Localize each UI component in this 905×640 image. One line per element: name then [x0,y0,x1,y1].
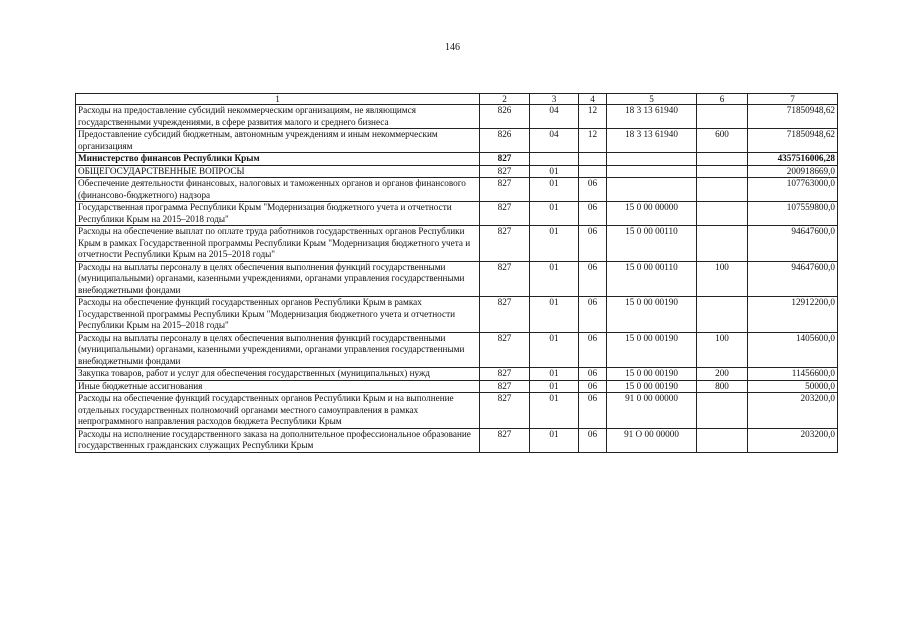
cell-expense-type [697,165,748,178]
cell-subsection: 06 [579,428,607,452]
cell-amount: 94647600,0 [748,226,838,262]
cell-expense-name: Предоставление субсидий бюджетным, автономным учреждениям и иным некоммерческим организациям [76,129,480,153]
cell-section: 01 [530,178,579,202]
column-header: 6 [697,94,748,105]
cell-amount: 107763000,0 [748,178,838,202]
cell-expense-name: ОБЩЕГОСУДАРСТВЕННЫЕ ВОПРОСЫ [76,165,480,178]
cell-expense-name: Иные бюджетные ассигнования [76,380,480,393]
table-row [76,380,838,393]
table-row [76,261,838,297]
cell-subsection: 06 [579,297,607,333]
table-row [76,105,838,129]
cell-amount: 107559800,0 [748,202,838,226]
cell-section: 01 [530,368,579,381]
cell-expense-name: Расходы на обеспечение функций государственных органов Республики Крым и на выполнение отдельных государственных полномочий органами местного самоуправления в рамках непрограммного направления расходов бюджета Республики Крым [76,393,480,429]
cell-expense-type: 600 [697,129,748,153]
cell-expense-type [697,393,748,429]
table-row [76,129,838,153]
table-row [76,297,838,333]
cell-expense-name: Расходы на обеспечение функций государственных органов Республики Крым в рамках Государственной программы Республики Крым "Модернизация бюджетного учета и отчетности Республики Крым на 2015–2018 годы" [76,297,480,333]
cell-ministry-code: 827 [480,153,530,166]
cell-section: 01 [530,332,579,368]
table-row [76,368,838,381]
cell-expense-name: Закупка товаров, работ и услуг для обеспечения государственных (муниципальных) нужд [76,368,480,381]
cell-expense-name: Обеспечение деятельности финансовых, налоговых и таможенных органов и органов финансового (финансово-бюджетного) надзора [76,178,480,202]
cell-amount: 203200,0 [748,428,838,452]
column-header: 4 [579,94,607,105]
cell-amount: 200918669,0 [748,165,838,178]
table-row [76,153,838,166]
cell-target-article [607,153,697,166]
cell-expense-name: Расходы на выплаты персоналу в целях обеспечения выполнения функций государственными (муниципальными) органами, казенными учреждениями, органами управления государственными внебюджетными фондами [76,332,480,368]
cell-amount: 94647600,0 [748,261,838,297]
cell-amount: 71850948,62 [748,105,838,129]
cell-expense-type: 100 [697,261,748,297]
cell-section: 01 [530,202,579,226]
cell-ministry-code: 827 [480,202,530,226]
cell-expense-name: Министерство финансов Республики Крым [76,153,480,166]
cell-ministry-code: 827 [480,165,530,178]
cell-target-article: 15 0 00 00190 [607,380,697,393]
cell-section: 04 [530,105,579,129]
cell-ministry-code: 827 [480,178,530,202]
cell-subsection [579,165,607,178]
cell-amount: 4357516006,28 [748,153,838,166]
cell-expense-name: Расходы на предоставление субсидий некоммерческим организациям, не являющимся государственными учреждениями, в сфере развития малого и среднего бизнеса [76,105,480,129]
column-header: 3 [530,94,579,105]
column-header: 2 [480,94,530,105]
cell-ministry-code: 827 [480,332,530,368]
cell-subsection: 06 [579,393,607,429]
cell-ministry-code: 827 [480,428,530,452]
cell-section: 01 [530,393,579,429]
cell-expense-type [697,202,748,226]
cell-expense-type: 100 [697,332,748,368]
cell-expense-type [697,105,748,129]
cell-expense-name: Расходы на исполнение государственного заказа на дополнительное профессиональное образование государственных гражданских служащих Республики Крым [76,428,480,452]
cell-section: 01 [530,428,579,452]
column-header: 7 [748,94,838,105]
cell-target-article: 15 0 00 00190 [607,332,697,368]
cell-section: 01 [530,380,579,393]
cell-ministry-code: 826 [480,129,530,153]
cell-subsection [579,153,607,166]
table-header-row [76,94,838,105]
cell-ministry-code: 827 [480,368,530,381]
column-header: 5 [607,94,697,105]
cell-target-article: 15 0 00 00110 [607,226,697,262]
cell-expense-type: 800 [697,380,748,393]
cell-target-article: 18 3 13 61940 [607,129,697,153]
cell-subsection: 06 [579,380,607,393]
cell-section: 01 [530,165,579,178]
cell-amount: 203200,0 [748,393,838,429]
cell-expense-type [697,428,748,452]
cell-ministry-code: 827 [480,297,530,333]
cell-expense-type [697,178,748,202]
cell-subsection: 12 [579,105,607,129]
cell-ministry-code: 827 [480,393,530,429]
cell-amount: 12912200,0 [748,297,838,333]
table-row [76,332,838,368]
cell-amount: 71850948,62 [748,129,838,153]
table-row [76,226,838,262]
cell-target-article: 15 0 00 00190 [607,297,697,333]
cell-subsection: 06 [579,332,607,368]
column-header: 1 [76,94,480,105]
table-row [76,393,838,429]
cell-ministry-code: 826 [480,105,530,129]
cell-section: 01 [530,261,579,297]
table-row [76,178,838,202]
table-row [76,428,838,452]
cell-section: 01 [530,226,579,262]
cell-subsection: 06 [579,226,607,262]
cell-subsection: 12 [579,129,607,153]
cell-section [530,153,579,166]
cell-target-article: 91 О 00 00000 [607,428,697,452]
cell-ministry-code: 827 [480,380,530,393]
cell-expense-type [697,226,748,262]
cell-target-article: 91 0 00 00000 [607,393,697,429]
page-number: 146 [445,42,460,53]
cell-section: 01 [530,297,579,333]
cell-expense-name: Государственная программа Республики Крым "Модернизация бюджетного учета и отчетности Республики Крым на 2015–2018 годы" [76,202,480,226]
cell-section: 04 [530,129,579,153]
budget-table [75,93,838,453]
table-row [76,202,838,226]
cell-target-article: 15 0 00 00000 [607,202,697,226]
cell-expense-name: Расходы на обеспечение выплат по оплате труда работников государственных органов Республики Крым в рамках Государственной программы Республики Крым "Модернизация бюджетного учета и отчетности Республики Крым на 2015–2018 годы" [76,226,480,262]
cell-ministry-code: 827 [480,261,530,297]
cell-expense-type: 200 [697,368,748,381]
cell-amount: 1405600,0 [748,332,838,368]
cell-amount: 50000,0 [748,380,838,393]
table-row [76,165,838,178]
cell-target-article: 15 0 00 00110 [607,261,697,297]
cell-amount: 11456600,0 [748,368,838,381]
cell-subsection: 06 [579,368,607,381]
cell-target-article [607,178,697,202]
cell-expense-type [697,153,748,166]
cell-target-article [607,165,697,178]
cell-subsection: 06 [579,202,607,226]
cell-expense-name: Расходы на выплаты персоналу в целях обеспечения выполнения функций государственными (муниципальными) органами, казенными учреждениями, органами управления государственными внебюджетными фондами [76,261,480,297]
cell-target-article: 15 0 00 00190 [607,368,697,381]
cell-subsection: 06 [579,261,607,297]
cell-expense-type [697,297,748,333]
cell-target-article: 18 3 13 61940 [607,105,697,129]
cell-ministry-code: 827 [480,226,530,262]
cell-subsection: 06 [579,178,607,202]
